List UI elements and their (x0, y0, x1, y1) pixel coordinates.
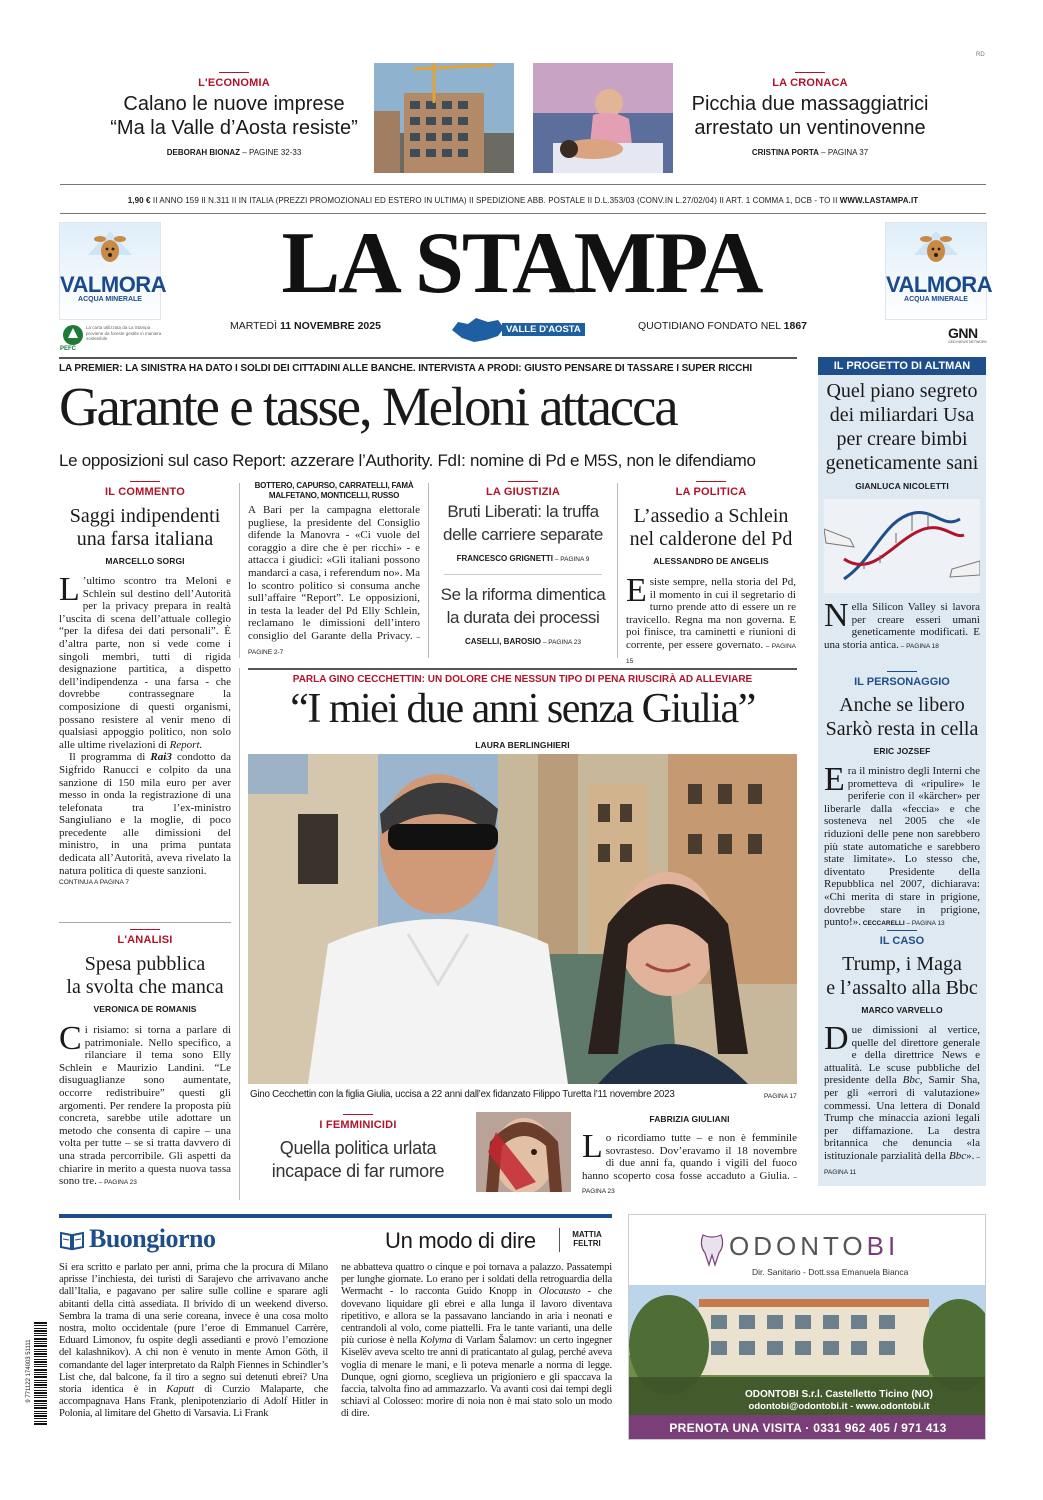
col-sep (239, 668, 240, 1200)
altman-title-line2: dei miliardari Usa (829, 404, 975, 426)
barcode-bar (34, 1322, 47, 1324)
lead-report-article[interactable] (248, 481, 420, 659)
col-sep (239, 483, 240, 658)
book-icon (59, 1229, 85, 1251)
valmora-sub: ACQUA MINERALE (904, 296, 968, 303)
analisi-pages: – PAGINA 23 (96, 1179, 137, 1187)
altman-body (824, 597, 980, 653)
buongiorno-col2-b: - che dovevano liquidare gli ebrei e alla lunga il lavoro diventava ripetitivo, e allora se la passavano lanciando in aria i neonati e centrandoli al volo, come piattelli. Fra le tante varianti, una delle più curiose è nella (341, 1286, 612, 1347)
giulia-top-rule (248, 668, 797, 670)
caso-byline: MARCO VARVELLO (861, 1005, 943, 1015)
barcode-bar (34, 1376, 47, 1378)
edition-label: VALLE D'AOSTA (502, 323, 585, 336)
barcode-bar (34, 1387, 47, 1388)
dna-icon (824, 499, 980, 593)
kicker-rule (343, 1114, 373, 1115)
teaser-photo-massage (533, 63, 673, 173)
caso-text-c: ». (966, 1149, 975, 1162)
barcode-bar (34, 1351, 47, 1352)
barcode-bar (34, 1403, 47, 1404)
giustizia-title-line2: delle carriere separate (443, 525, 603, 544)
caso-text-b: , Samir Sha, per gli «errori di valutazione» commessi. Una lettera di Donald Trump che minaccia azioni legali per diffamazione. La destra britannica che denuncia «la istituzionale parzialità della (824, 1074, 980, 1162)
barcode-bar (34, 1343, 47, 1344)
femminicidi-body (582, 1128, 797, 1199)
giulia-photo (248, 754, 797, 1084)
valmora-sub: ACQUA MINERALE (78, 296, 142, 303)
info-strip (60, 196, 986, 205)
femminicidi-body-block[interactable] (582, 1114, 797, 1199)
odontobi-brand-b: BI (866, 1231, 900, 1261)
dropcap: L (582, 1128, 603, 1165)
gnn-label: GNN (948, 325, 978, 341)
teaser-rule (219, 72, 249, 73)
kicker-rule (887, 930, 917, 931)
teaser-kicker: L'ECONOMIA (198, 77, 270, 89)
giustizia-author: FRANCESCO GRIGNETTI (456, 554, 554, 563)
commento-p2 (59, 751, 231, 877)
giustizia-byline2 (436, 637, 610, 646)
personaggio-title-line2: Sarkò resta in cella (825, 718, 979, 740)
femminicidi-photo (476, 1112, 571, 1192)
personaggio-kicker: IL PERSONAGGIO (854, 676, 950, 688)
analisi-title-line1: Spesa pubblica (84, 953, 206, 975)
commento-p2-em: Rai3 (150, 751, 172, 764)
giustizia-pages: – PAGINA 9 (553, 556, 590, 563)
barcode-bar (34, 1345, 47, 1347)
barcode-bar (34, 1333, 47, 1334)
buongiorno-top-rule (59, 1214, 612, 1218)
dropcap: D (824, 1020, 849, 1057)
barcode-bar (34, 1423, 47, 1425)
teaser-pages: – PAGINA 37 (818, 148, 869, 157)
commento-title-line1: Saggi indipendenti (69, 505, 221, 527)
femminicidi-article[interactable] (248, 1114, 468, 1183)
barcode-bar (34, 1364, 47, 1365)
femminicidi-byline: FABRIZIA GIULIANI (649, 1114, 730, 1124)
barcode-bar (34, 1411, 47, 1412)
valmora-ad-left[interactable] (59, 222, 167, 320)
buongiorno-col1-em: Kaputt (166, 1384, 195, 1396)
analisi-article[interactable] (59, 929, 231, 1190)
altman-byline: GIANLUCA NICOLETTI (855, 481, 949, 491)
teaser-headline-line1: Calano le nuove imprese (123, 93, 345, 115)
buongiorno-author-last: FELTRI (573, 1239, 601, 1248)
barcode-bar (34, 1369, 47, 1371)
barcode-bar (34, 1325, 47, 1326)
barcode-bar (34, 1405, 47, 1406)
caso-body (824, 1020, 981, 1179)
barcode-bar (34, 1421, 47, 1422)
valmora-mascot-icon (80, 225, 140, 269)
lead-report-text: A Bari per la campagna elettorale pugliese, la presidente del Consiglio difende la Manovra - «Ci vuole del coraggio a dire che è per ricchi» - e attacca i giudici: «Gli italiani possono mandarci a casa, i referendum no». Ma lo scontro politico si consuma anche sull’affaire “Report”. Le opposizioni, in testa la leader del Pd Elly Schlein, reclamano le dimissioni dell’intero consiglio del Garante della Privacy. (248, 504, 420, 642)
barcode-icon (20, 1320, 48, 1430)
giustizia-pages2: – PAGINA 23 (541, 639, 581, 646)
buongiorno-col1-a: Si era scritto e parlato per anni, prima che la procura di Milano aprisse l’inchiesta, dei turisti di Sarajevo che arrivavano anche dall’Italia, e pagavano per salire sulle colline e sparare agli abitanti della città assediata. Il brivido di un weekend diverso. Sembra la trama di una serie coreana, invece è una cosa molto nostra, molto occidentale (pure l’eroe di Emmanuel Carrère, Eduard Limonov, fu ospite degli assedianti e provò l’emozione del kalashnikov). A chi non è venuto in mente Amon Göth, il comandante del lager interpretato da Ralph Fiennes in Schindler’s List che, dal balcone, fa il tiro a segno sui detenuti ebrei? Una storia identica è in (59, 1262, 328, 1396)
teaser-headline-line2: “Ma la Valle d’Aosta resiste” (110, 117, 358, 139)
info-strip-top-rule (60, 184, 986, 185)
commento-kicker: IL COMMENTO (104, 486, 186, 498)
analisi-top-rule (59, 922, 231, 923)
kicker-rule (696, 481, 726, 482)
masthead-date (230, 320, 381, 332)
commento-byline: MARCELLO SORGI (105, 556, 185, 566)
buongiorno-col2-a: ne abbatteva quattro o cinque e poi tornava a palazzo. Passatempi per lunghe giornate. Lo erano per i soldati della retroguardia della Wermacht - lo racconta Guido Knopp in (341, 1262, 612, 1298)
pefc-tree-icon (62, 324, 84, 346)
barcode-bar (34, 1397, 47, 1398)
gnn-sub: GEDI NEWS NETWORK (948, 340, 987, 344)
barcode-bar (34, 1413, 47, 1414)
personaggio-text: ra il ministro degli Interni che prometteva di «ripulire» le periferie con il «kärcher» per liberarle dalla «feccia» e che sosteneva nel 2005 che «le riduzioni delle pene non sarebbero più state automatiche e sarebbero state limitate». Lo stesso che, diventato Presidente della Repubblica nel 2007, dichiarava: «Chi merita di stare in prigione, dovrebbe stare in prigione, punto!». (824, 765, 980, 929)
commento-p1: ’ultimo scontro tra Meloni e Schlein sul destino dell’Autorità per la privacy prepara in realtà l’uscita di scena dell’attuale collegio “per la difesa dei dati personali”. È d’altra parte, non si vede come i singoli membri, tutti di rigida designazione partitica, a dispetto dell’indipendenza - una farsa - che dovrebbe contrassegnare la composizione di questi organismi, possano resistere al venir meno di qualsiasi appoggio politico, non solo alle ultime rivelazioni di (59, 575, 231, 751)
teaser-photo-building (374, 63, 514, 173)
kicker-rule (130, 481, 160, 482)
teaser-pages: – PAGINE 32-33 (240, 148, 302, 157)
analisi-text: i risiamo: si torna a parlare di patrimoniale. Nello specifico, a rilanciare il tema sono Elly Schlein e Maurizio Landini. “Le disuguaglianze sono aumentate, occorre redistribuire” questi gli argomenti. Per rendere la proposta più concreta, sarebbe utile adottare un metodo che consenta di capire – una volta per tutte – se si tratta davvero di una strada percorribile. Gli aspetti da chiarire in merito a questa nuova tassa sono tre. (59, 1024, 231, 1188)
femminicidi-pages: – PAGINA 23 (582, 1173, 797, 1196)
commento-article[interactable] (59, 481, 231, 886)
caso-title-line2: e l’assalto alla Bbc (826, 977, 978, 999)
femminicidi-title-line1: Quella politica urlata (279, 1138, 437, 1158)
caso-em1: Bbc (902, 1074, 920, 1087)
teaser-author: DEBORAH BIONAZ (166, 148, 241, 157)
barcode-bar (34, 1359, 47, 1360)
teaser-byline (676, 148, 944, 157)
giustizia-author2: CASELLI, BAROSIO (465, 637, 542, 646)
personaggio-byline: ERIC JOZSEF (873, 746, 931, 756)
buongiorno-col1-b: di Curzio Malaparte, che accompagnava Hans Frank, plenipotenziario di Adolf Hitler in Polonia, al limitare del Ghetto di Varsavia. Lì Frank (59, 1384, 328, 1420)
buongiorno-col1 (59, 1262, 328, 1421)
barcode-bar (34, 1356, 47, 1357)
teaser-headline-line2: arrestato un ventinovenne (694, 117, 926, 139)
altman-title-line1: Quel piano segreto (826, 380, 978, 402)
caso-em2: Bbc (949, 1149, 967, 1162)
kicker-rule (508, 481, 538, 482)
kicker-rule (130, 929, 160, 930)
commento-title-line2: una farsa italiana (76, 528, 214, 550)
founded-year: 1867 (783, 320, 808, 332)
altman-title-line3: per creare bimbi (836, 428, 968, 450)
giulia-overline: PARLA GINO CECCHETTIN: UN DOLORE CHE NESSUN TIPO DI PENA RIUSCIRÀ AD ALLEVIARE (292, 674, 753, 685)
buongiorno-author (563, 1230, 611, 1248)
teaser-cronaca[interactable] (676, 72, 944, 157)
politica-title-line1: L’assedio a Schlein (633, 505, 789, 527)
corner-mark: RD (976, 52, 985, 58)
odontobi-director: Dir. Sanitario - Dott.ssa Emanuela Bianca (752, 1267, 909, 1277)
barcode-bar (34, 1390, 47, 1391)
odontobi-brand-a: ODONTO (729, 1231, 867, 1261)
politica-body (626, 572, 797, 668)
date: 11 NOVEMBRE 2025 (279, 320, 381, 332)
personaggio-inline-byline: CECCARELLI (860, 920, 905, 928)
teaser-byline (100, 148, 368, 157)
lead-authors-line1: BOTTERO, CAPURSO, CARRATELLI, FAMÀ (254, 481, 414, 490)
barcode-bar (34, 1395, 47, 1396)
pefc-note: La carta utilizzata da La Stampa proviene da foreste gestite in maniera sostenibile (86, 325, 162, 342)
barcode-bar (34, 1400, 47, 1402)
barcode-bar (34, 1361, 47, 1363)
personaggio-title-line1: Anche se libero (839, 694, 965, 716)
odontobi-company: ODONTOBI S.r.l. Castelletto Ticino (NO) (745, 1389, 933, 1400)
barcode-bar (34, 1407, 47, 1409)
lead-report-body (248, 504, 420, 659)
commento-p2-a: Il programma di (69, 751, 151, 764)
giustizia-kicker: LA GIUSTIZIA (485, 486, 561, 498)
tooth-icon (699, 1233, 725, 1267)
pefc-logo (60, 324, 160, 354)
buongiorno-col2-c: di Varlam Šalamov: un certo ingegner Kiselëv aveva scelto tre anni di praticantato al gulag, perché aveva voglia di menare le mani, e lì poteva menarle a norma di legge. Dunque, ogni giorno, sceglieva un prigioniero e gli spaccava la faccia, talvolta fino ad ammazzarlo. Va avanti così dai tempi degli schiavi al Colosseo: morire di noia non è mai stato solo un modo di dire. (341, 1335, 612, 1420)
date-prefix: MARTEDÌ (230, 320, 280, 332)
region-badge (450, 316, 595, 344)
commento-body (59, 571, 231, 877)
altman-title (818, 379, 986, 475)
giustizia-title-line4: la durata dei processi (446, 608, 600, 627)
teaser-headline-line1: Picchia due massaggiatrici (691, 93, 929, 115)
politica-byline: ALESSANDRO DE ANGELIS (653, 556, 769, 566)
caso-title (818, 952, 986, 1000)
price: 1,90 € (127, 196, 151, 205)
dropcap: E (626, 572, 647, 609)
giustizia-title-line3: Se la riforma dimentica (440, 585, 606, 604)
giustizia-title-line1: Bruti Liberati: la truffa (447, 502, 599, 521)
commento-p1-em: Report. (169, 738, 203, 751)
dropcap: L (59, 571, 80, 608)
altman-kicker: IL PROGETTO DI ALTMAN (818, 357, 986, 375)
buongiorno-col2 (341, 1262, 612, 1421)
commento-continue[interactable]: CONTINUA A PAGINA 7 (59, 879, 129, 887)
analisi-kicker: L'ANALISI (117, 934, 173, 946)
femminicidi-kicker: I FEMMINICIDI (319, 1119, 397, 1131)
barcode-bar (34, 1330, 47, 1332)
altman-title-line4: geneticamente sani (825, 452, 979, 474)
buongiorno-column-title: Un modo di dire (385, 1228, 536, 1253)
odontobi-cta[interactable]: PRENOTA UNA VISITA · 0331 962 405 / 971 413 (629, 1415, 986, 1440)
teaser-economia[interactable] (100, 72, 368, 157)
pefc-label: PEFC (60, 346, 77, 352)
analisi-title-line2: la svolta che manca (66, 976, 224, 998)
kicker-rule (887, 671, 917, 672)
personaggio-title (818, 693, 986, 741)
founded-prefix: QUOTIDIANO FONDATO NEL (638, 320, 784, 332)
teaser-rule (795, 72, 825, 73)
lead-overline: LA PREMIER: LA SINISTRA HA DATO I SOLDI DEI CITTADINI ALLE BANCHE. INTERVISTA A PRODI: GIUSTO PENSARE DI TASSARE I SUPER RICCHI (59, 363, 753, 374)
commento-p2-b: condotto da Sigfrido Ranucci e colpito da una sanzione di 150 mila euro per aver messo in onda la registrazione di una telefonata tra l’ex-ministro Sangiuliano e la moglie, di poco precedente alle dimissioni del ministro, in una prima puntata dedicata all’Autorità, aveva rivelato la natura politica di queste sanzioni. (59, 751, 231, 877)
lead-top-rule (59, 357, 797, 359)
politica-article[interactable] (626, 481, 796, 668)
analisi-body (59, 1020, 231, 1190)
teaser-kicker: LA CRONACA (772, 77, 848, 89)
caso-kicker: IL CASO (879, 935, 925, 947)
femminicidi-text: o ricordiamo tutte – e non è femminile sovrasteso. Dov’eravamo il 18 novembre di due anni fa, quando i vigili del fuoco hanno scoperto cosa fosse accaduto a Giulia. (582, 1132, 797, 1182)
website-link[interactable]: WWW.LASTAMPA.IT (839, 196, 919, 205)
lead-subhead: Le opposizioni sul caso Report: azzerare l’Authority. FdI: nomine di Pd e M5S, non le difendiamo (59, 451, 756, 470)
valle-aosta-map-icon (450, 316, 506, 344)
col-sep (428, 483, 429, 658)
lead-report-pages: – PAGINE 2-7 (248, 633, 420, 656)
politica-text: siste sempre, nella storia del Pd, il momento in cui il segretario di turno prende atto di essere un re travicello. Regna ma non governa. E poi finisce, tra caminetti e riunioni di corrente, per essere governato. (626, 576, 796, 651)
giulia-headline[interactable]: “I miei due anni senza Giulia” (290, 686, 755, 732)
politica-kicker: LA POLITICA (675, 486, 747, 498)
barcode-bar (34, 1384, 47, 1386)
lead-authors-line2: MALFETANO, MONTICELLI, RUSSO (268, 491, 400, 500)
personaggio-body (824, 761, 980, 931)
caso-text-a: ue dimissioni al vertice, quelle del direttore generale e della direttrice News e attualità. Le scuse pubbliche del presidente della (824, 1024, 980, 1087)
barcode-bar (34, 1392, 47, 1394)
buongiorno-title: Buongiorno (89, 1224, 216, 1253)
giulia-byline: LAURA BERLINGHIERI (475, 740, 570, 750)
caso-article[interactable] (818, 930, 986, 1179)
personaggio-article[interactable] (818, 671, 986, 931)
barcode-bar (34, 1353, 47, 1355)
dropcap: N (824, 597, 849, 634)
barcode-bar (34, 1415, 47, 1417)
altman-text: ella Silicon Valley si lavora per creare esseri umani geneticamente modificati. E una storia antica. (824, 601, 980, 651)
buongiorno-col2-em2: Kolyma (419, 1335, 452, 1347)
barcode-bar (34, 1418, 47, 1419)
giustizia-article[interactable] (436, 481, 610, 646)
caso-pages: – PAGINA 11 (824, 1153, 981, 1176)
altman-dna-illustration (824, 499, 980, 593)
politica-pages: – PAGINA 15 (626, 642, 797, 665)
valmora-mascot-icon (906, 225, 966, 269)
masthead-founded (638, 320, 807, 332)
barcode-digits: 9 771122 174003 51111 (26, 1339, 32, 1403)
buongiorno-header[interactable] (59, 1224, 612, 1256)
analisi-byline: VERONICA DE ROMANIS (93, 1004, 197, 1014)
politica-title-line2: nel calderone del Pd (629, 528, 793, 550)
buongiorno-col2-em1: Olocausto (538, 1286, 581, 1298)
barcode-bar (34, 1380, 47, 1381)
odontobi-contacts[interactable]: odontobi@odontobi.it - www.odontobi.it (748, 1401, 930, 1412)
barcode-bar (34, 1341, 47, 1342)
odontobi-brand (729, 1231, 899, 1262)
giustizia-sep (444, 574, 602, 575)
barcode-bar (34, 1338, 47, 1340)
odontobi-ad[interactable] (628, 1214, 986, 1440)
altman-pages: – PAGINA 18 (898, 642, 939, 650)
buongiorno-author-first: MATTIA (572, 1230, 602, 1239)
buongiorno-author-divider (559, 1228, 560, 1252)
lead-headline[interactable]: Garante e tasse, Meloni attacca (59, 376, 677, 437)
altman-article[interactable] (818, 357, 986, 653)
valmora-name: VALMORA (886, 272, 993, 297)
barcode-bar (34, 1382, 47, 1383)
barcode (20, 1320, 48, 1430)
valmora-name: VALMORA (60, 272, 167, 297)
barcode-bar (34, 1349, 47, 1350)
barcode-bar (34, 1372, 47, 1373)
barcode-bar (34, 1366, 47, 1367)
giulia-caption: Gino Cecchettin con la figlia Giulia, uccisa a 22 anni dall’ex fidanzato Filippo Turetta l’11 novembre 2023 (250, 1089, 675, 1100)
giustizia-byline (436, 554, 610, 563)
teaser-author: CRISTINA PORTA (751, 148, 819, 157)
valmora-ad-right[interactable] (885, 222, 993, 320)
col-sep (617, 483, 618, 658)
dropcap: E (824, 761, 845, 798)
femminicidi-title-line2: incapace di far rumore (271, 1161, 445, 1181)
barcode-bar (34, 1335, 47, 1336)
barcode-bar (34, 1374, 47, 1375)
publication-info: II ANNO 159 II N.311 II IN ITALIA (PREZZI PROMOZIONALI ED ESTERO IN ULTIMA) II SPEDIZIONE ABB. POSTALE II D.L.353/03 (CONV.IN L.27/02/04) II ART. 1 COMMA 1, DCB - TO II (150, 196, 840, 205)
dropcap: C (59, 1020, 82, 1057)
barcode-bar (34, 1328, 47, 1329)
personaggio-pages: – PAGINA 13 (904, 920, 945, 928)
masthead-title[interactable]: LA STAMPA (281, 215, 762, 312)
giulia-pages: PAGINA 17 (764, 1093, 797, 1100)
caso-title-line1: Trump, i Maga (842, 953, 962, 975)
gnn-logo (948, 326, 987, 344)
